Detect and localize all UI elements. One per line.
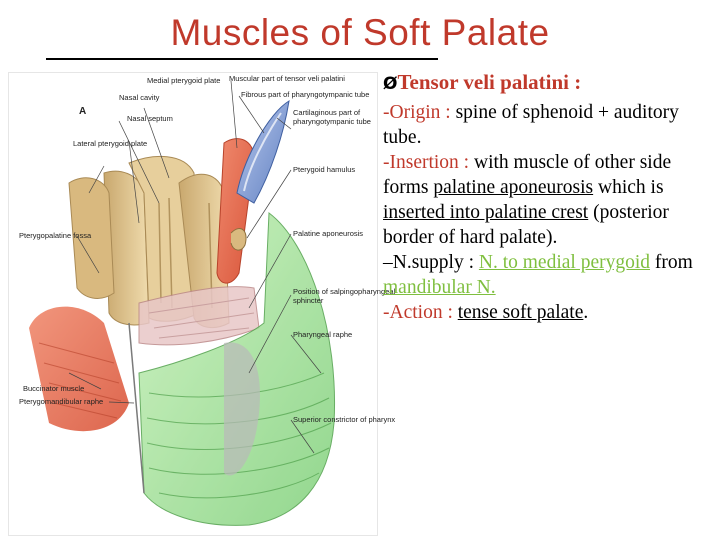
insertion-link-2: inserted into palatine crest [383,202,589,223]
label-position-salpingopharyngeal-2: sphincter [293,296,324,305]
label-pterygomandibular-raphe: Pterygomandibular raphe [19,397,104,406]
action-text: tense soft palate [457,302,584,323]
insertion-line [383,150,718,250]
action-label: -Action : [383,302,458,323]
notes-heading [383,70,718,97]
anatomy-figure [8,72,396,536]
label-lateral-pterygoid-plate: Lateral pterygoid plate [73,139,148,148]
label-pterygopalatine-fossa: Pterygopalatine fossa [19,231,92,240]
insertion-text-1: with muscle of other side forms [383,152,672,198]
nsupply-label: –N.supply : [383,252,479,273]
label-cartilaginous-part-2: pharyngotympanic tube [293,117,371,126]
notes-panel [383,70,718,325]
insertion-link-1: palatine aponeurosis [433,177,594,198]
panel-letter: A [79,106,87,117]
heading-text: Tensor veli palatini : [397,70,582,94]
origin-text: spine of sphenoid + auditory tube. [383,102,679,148]
nsupply-link-1: N. to medial perygoid [478,252,651,273]
label-buccinator-muscle: Buccinator muscle [23,384,85,393]
insertion-text-3: (posterior border of hard palate). [383,202,669,248]
label-pterygoid-hamulus: Pterygoid hamulus [293,165,356,174]
label-muscular-part-tensor: Muscular part of tensor veli palatini [229,74,345,83]
origin-label: -Origin : [383,102,456,123]
slide-title: Muscles of Soft Palate [170,12,550,53]
label-pharyngeal-raphe: Pharyngeal raphe [293,330,353,339]
buccinator-muscle-shape [29,307,129,432]
action-line [383,300,718,325]
insertion-label: -Insertion : [383,152,474,173]
label-nasal-cavity: Nasal cavity [119,93,160,102]
arrow-bullet-icon: Ø [383,74,398,94]
label-palatine-aponeurosis: Palatine aponeurosis [293,229,364,238]
insertion-text-2: which is [593,177,664,198]
action-end: . [583,302,589,323]
title-underline [46,58,438,60]
nsupply-link-2: mandibular N. [383,277,496,298]
nsupply-line [383,250,718,300]
label-position-salpingopharyngeal-1: Position of salpingopharyngeal [293,287,396,296]
label-medial-pterygoid-plate: Medial pterygoid plate [147,76,221,85]
label-fibrous-part-tube: Fibrous part of pharyngotympanic tube [241,90,370,99]
pterygoid-hamulus [231,229,246,251]
label-superior-constrictor: Superior constrictor of pharynx [293,415,396,424]
origin-line [383,100,718,150]
nsupply-text: from [650,252,693,273]
label-cartilaginous-part-1: Cartilaginous part of [293,108,361,117]
label-nasal-septum: Nasal septum [127,114,173,123]
